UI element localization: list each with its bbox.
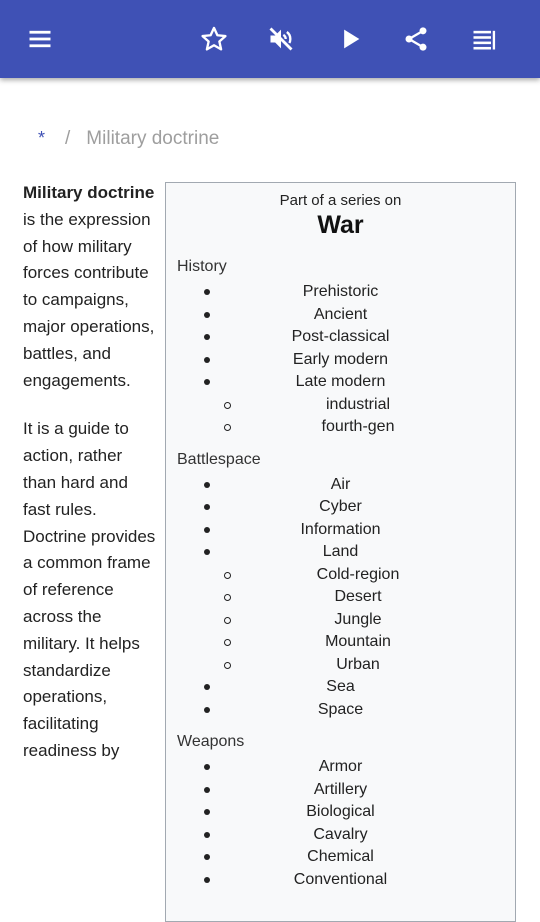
sub-list-item[interactable]: Cold-region	[166, 564, 515, 587]
infobox-above: Part of a series on	[279, 192, 402, 209]
list-item[interactable]: Sea	[166, 676, 515, 699]
play-button[interactable]	[330, 19, 370, 59]
list-item[interactable]: Prehistoric	[166, 281, 515, 304]
sub-list-item[interactable]: fourth-gen	[166, 416, 515, 439]
sub-list-item[interactable]: industrial	[166, 394, 515, 417]
battlespace-list	[166, 474, 515, 722]
volume-off-icon	[267, 25, 295, 53]
sub-list-item[interactable]: Mountain	[166, 631, 515, 654]
lead-paragraph-1	[23, 180, 158, 394]
section-heading-history: History	[177, 258, 227, 275]
list-item[interactable]: Early modern	[166, 349, 515, 372]
infobox-title: War	[317, 211, 364, 239]
section-heading-battlespace: Battlespace	[177, 450, 261, 468]
sub-list-item[interactable]: Jungle	[166, 609, 515, 632]
breadcrumb	[38, 128, 219, 150]
app-bar	[0, 0, 540, 78]
list-item[interactable]: Biological	[166, 801, 515, 824]
menu-icon	[26, 25, 54, 53]
list-item[interactable]: Information	[166, 519, 515, 542]
list-item[interactable]: Land	[166, 541, 515, 564]
list-item[interactable]: Late modern	[166, 371, 515, 394]
share-icon	[402, 25, 430, 53]
sub-list-item[interactable]: Urban	[166, 654, 515, 677]
lead-paragraph-1-text: is the expression of how military forces contribute to campaigns, major operations, battles, and engagements.	[23, 209, 155, 390]
list-item[interactable]: Artillery	[166, 779, 515, 802]
list-item[interactable]: Conventional	[166, 869, 515, 892]
article-lead	[23, 180, 158, 787]
mute-button[interactable]	[261, 19, 301, 59]
menu-button[interactable]	[20, 19, 60, 59]
contents-list-icon	[470, 25, 498, 53]
list-item[interactable]: Ancient	[166, 304, 515, 327]
list-item[interactable]: Space	[166, 699, 515, 722]
sub-list-item[interactable]: Desert	[166, 586, 515, 609]
lead-paragraph-2: It is a guide to action, rather than hard and fast rules. Doctrine provides a common frame of reference across the military. It helps standardize operations, facilitating readiness by	[23, 419, 156, 760]
play-icon	[336, 25, 364, 53]
breadcrumb-home-link[interactable]: *	[38, 128, 46, 148]
list-item[interactable]: Air	[166, 474, 515, 497]
share-button[interactable]	[396, 19, 436, 59]
weapons-list	[166, 756, 515, 891]
infobox	[165, 182, 516, 922]
history-list	[166, 281, 515, 439]
list-item[interactable]: Chemical	[166, 846, 515, 869]
breadcrumb-separator: /	[65, 128, 71, 149]
breadcrumb-current: Military doctrine	[86, 128, 220, 149]
list-item[interactable]: Cavalry	[166, 824, 515, 847]
contents-button[interactable]	[464, 19, 504, 59]
bookmark-button[interactable]	[194, 19, 234, 59]
section-heading-weapons: Weapons	[177, 733, 245, 750]
list-item[interactable]: Cyber	[166, 496, 515, 519]
star-icon	[200, 25, 228, 53]
list-item[interactable]: Post-classical	[166, 326, 515, 349]
list-item[interactable]: Armor	[166, 756, 515, 779]
article-subject: Military doctrine	[23, 183, 155, 202]
